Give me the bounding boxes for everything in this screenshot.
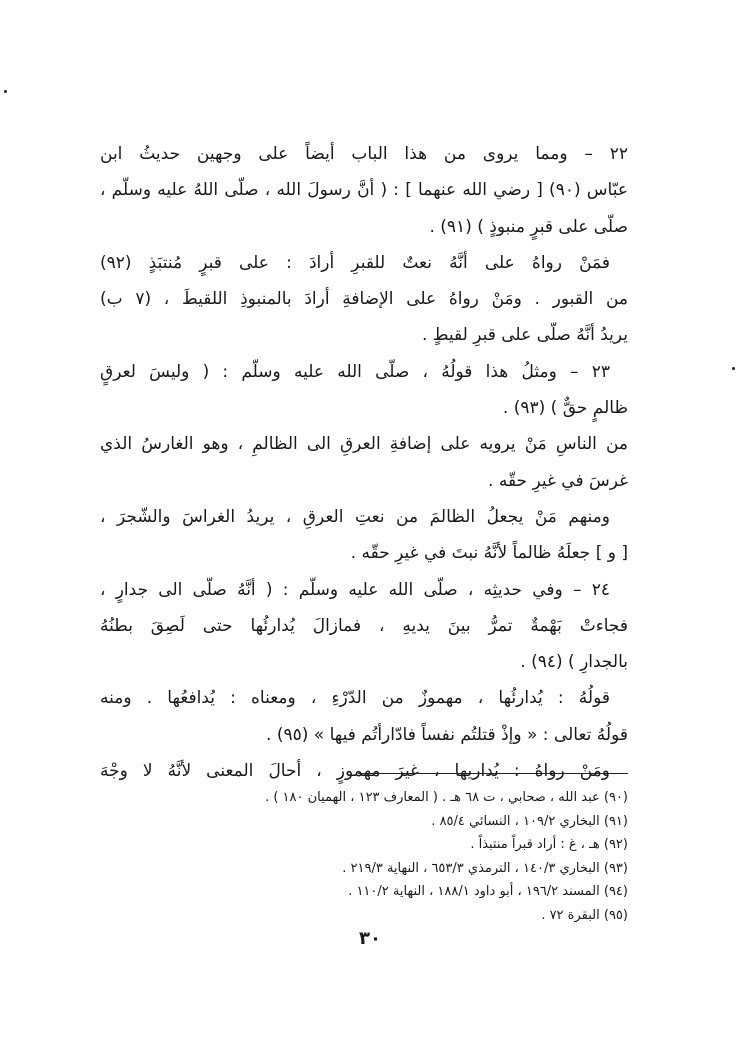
text-line: عبّاس (٩٠) [ رضي الله عنهما ] : ( أنَّ رسولَ الله ، صلّى اللهُ عليه وسلّم ،: [100, 180, 628, 201]
footnote: (٩١) البخاري ١٠٩/٢ ، النسائي ٨٥/٤ .: [431, 813, 628, 829]
footnote: (٩٥) البقرة ٧٢ .: [541, 907, 628, 923]
text-line: قولُهُ تعالى : « وإذْ قتلتُم نفساً فادّارأتُم فيها » (٩٥) .: [266, 724, 628, 745]
text-line: صلّى على قبرٍ منبوذٍ ) (٩١) .: [429, 216, 628, 237]
text-line: فجاءتْ بَهْمةٌ تمرُّ بينَ يديهِ ، فمازالَ يُدارئُها حتى لَصِقَ بطنُهُ: [100, 615, 628, 636]
text-line: فمَنْ رواهُ على أنَّهُ نعتٌ للقبرِ أرادَ : على قبرٍ مُنتبَذٍ (٩٢): [100, 252, 610, 273]
footnote-divider: [358, 773, 628, 774]
text-line: ٢٣ – ومثلُ هذا قولُهُ ، صلّى الله عليه وسلّم : ( وليسَ لعرقٍ: [100, 361, 610, 382]
text-line: ٢٢ – ومما يروى من هذا الباب أيضاً على وجهين حديثُ ابن: [100, 144, 628, 164]
footnote: (٩٠) عبد الله ، صحابي ، ت ٦٨ هـ . ( المعارف ١٢٣ ، الهميان ١٨٠ ) .: [265, 790, 628, 805]
footnote: (٩٣) البخاري ١٤٠/٣ ، الترمذي ٦٥٣/٣ ، النهاية ٢١٩/٣ .: [342, 860, 628, 876]
page-number: ٣٠: [359, 928, 381, 949]
text-line: ومَنْ رواهُ : يُداريها ، غيرَ مهموزٍ ، أحالَ المعنى لأنَّهُ لا وجْهَ: [100, 761, 610, 782]
text-line: قولُهُ : يُدارئُها ، مهموزٌ من الدّرْءِ ، ومعناه : يُدافعُها . ومنه: [100, 688, 610, 709]
text-line: ٢٤ – وفي حديثِه ، صلّى الله عليه وسلّم : ( أنَّهُ صلّى الى جدارٍ ،: [100, 579, 610, 600]
text-line: من الناسِ مَنْ يرويه على إضافةِ العرقِ الى الظالمِ ، وهو الغارسُ الذي: [100, 434, 628, 455]
text-line: يريدُ أنَّهُ صلّى على قبرِ لقيطٍ .: [421, 325, 628, 346]
text-line: من القبور . ومَنْ رواهُ على الإضافةِ أرادَ بالمنبوذِ اللقيطَ ، (٧ ب): [100, 289, 628, 310]
text-line: ومنهم مَنْ يجعلُ الظالمَ من نعتِ العرقِ ، يريدُ الغراسَ والشّجرَ ،: [100, 506, 610, 527]
text-line: [ و ] جعلَهُ ظالماً لأنَّهُ نبتَ في غيرِ حقّه .: [350, 543, 628, 564]
text-line: ظالمٍ حقٌّ ) (٩٣) .: [502, 398, 628, 419]
footnote: (٩٤) المسند ١٩٦/٢ ، أبو داود ١٨٨/١ ، النهاية ١١٠/٢ .: [348, 884, 628, 900]
text-line: غرسَ في غيرِ حقّه .: [488, 470, 628, 491]
main-text: [100, 136, 628, 789]
scan-speck: [732, 367, 735, 370]
scan-speck: [4, 90, 7, 93]
text-line: بالجدارِ ) (٩٤) .: [520, 652, 628, 673]
footnote: (٩٢) هـ ، غ : أراد قبراً منتبذاً .: [470, 837, 628, 853]
footnotes: [160, 786, 628, 928]
